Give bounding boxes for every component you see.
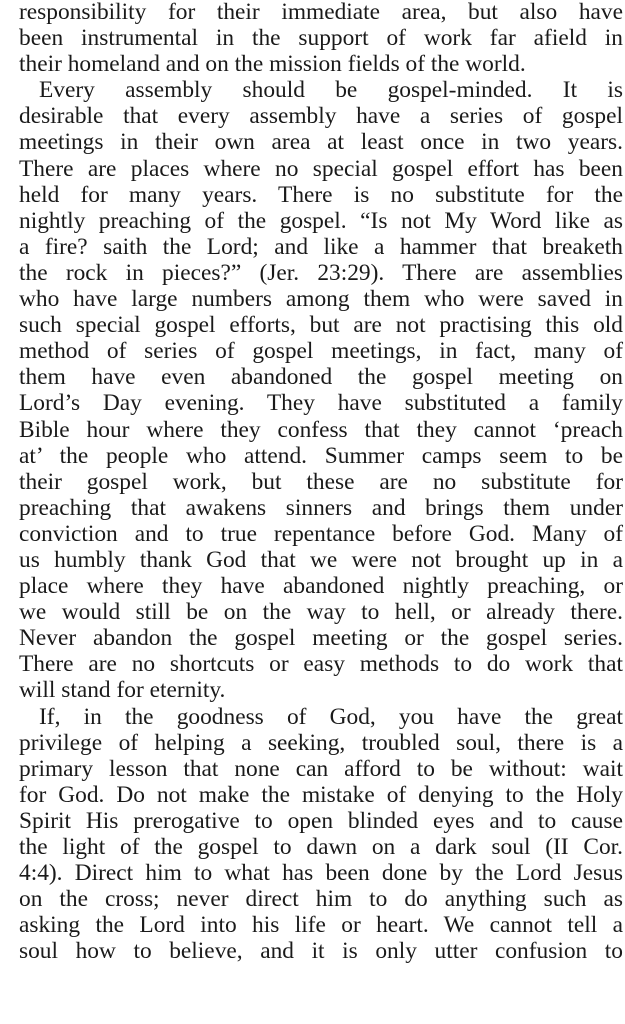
paragraph bbox=[19, 77, 623, 703]
text-line: privilege of helping a seeking, troubled soul, there is a bbox=[19, 729, 623, 756]
text-line: been instrumental in the support of work far afield in bbox=[19, 25, 623, 52]
text-line: we would still be on the way to hell, or already there. bbox=[19, 599, 623, 626]
text-line: meetings in their own area at least once in two years. bbox=[19, 129, 623, 156]
text-line: primary lesson that none can afford to be without: wait bbox=[19, 755, 623, 782]
text-line: held for many years. There is no substitute for the bbox=[19, 181, 623, 208]
text-line: asking the Lord into his life or heart. We cannot tell a bbox=[19, 912, 623, 939]
text-line: If, in the goodness of God, you have the great bbox=[39, 703, 623, 730]
text-line: a fire? saith the Lord; and like a hammer that breaketh bbox=[19, 233, 623, 260]
text-line: Every assembly should be gospel-minded. It is bbox=[39, 77, 623, 104]
text-line: place where they have abandoned nightly preaching, or bbox=[19, 573, 623, 600]
text-line: There are no shortcuts or easy methods to do work that bbox=[19, 651, 623, 678]
text-line: preaching that awakens sinners and brings them under bbox=[19, 494, 623, 521]
text-line: nightly preaching of the gospel. “Is not My Word like as bbox=[19, 207, 623, 234]
text-line: their gospel work, but these are no substitute for bbox=[19, 468, 623, 495]
text-line: There are places where no special gospel effort has been bbox=[19, 155, 623, 182]
text-line: at’ the people who attend. Summer camps seem to be bbox=[19, 442, 623, 469]
text-line: their homeland and on the mission fields of the world. bbox=[19, 51, 526, 78]
text-line: 4:4). Direct him to what has been done by the Lord Jesus bbox=[19, 860, 623, 887]
text-line: Never abandon the gospel meeting or the gospel series. bbox=[19, 625, 623, 652]
text-line: such special gospel efforts, but are not practising this old bbox=[19, 312, 623, 339]
text-line: Bible hour where they confess that they cannot ‘preach bbox=[19, 416, 623, 443]
text-line: us humbly thank God that we were not brought up in a bbox=[19, 546, 623, 573]
text-line: for God. Do not make the mistake of denying to the Holy bbox=[19, 781, 623, 808]
text-line: on the cross; never direct him to do anything such as bbox=[19, 886, 623, 913]
text-line: Lord’s Day evening. They have substituted a family bbox=[19, 390, 623, 417]
text-line: desirable that every assembly have a series of gospel bbox=[19, 103, 623, 130]
paragraph bbox=[19, 704, 623, 965]
text-line: will stand for eternity. bbox=[19, 677, 226, 704]
text-line: responsibility for their immediate area, but also have bbox=[19, 0, 623, 25]
body-text bbox=[19, 0, 623, 964]
text-line: the light of the gospel to dawn on a dark soul (II Cor. bbox=[19, 834, 623, 860]
paragraph bbox=[19, 0, 623, 77]
text-line: the rock in pieces?” (Jer. 23:29). There are assemblies bbox=[19, 259, 623, 286]
text-line: Spirit His prerogative to open blinded eyes and to cause bbox=[19, 807, 623, 834]
text-line: who have large numbers among them who were saved in bbox=[19, 286, 623, 313]
text-line: soul how to believe, and it is only utter confusion to bbox=[19, 938, 623, 965]
text-line: method of series of gospel meetings, in fact, many of bbox=[19, 338, 623, 365]
text-line: conviction and to true repentance before God. Many of bbox=[19, 520, 623, 547]
text-line: them have even abandoned the gospel meeting on bbox=[19, 364, 623, 391]
